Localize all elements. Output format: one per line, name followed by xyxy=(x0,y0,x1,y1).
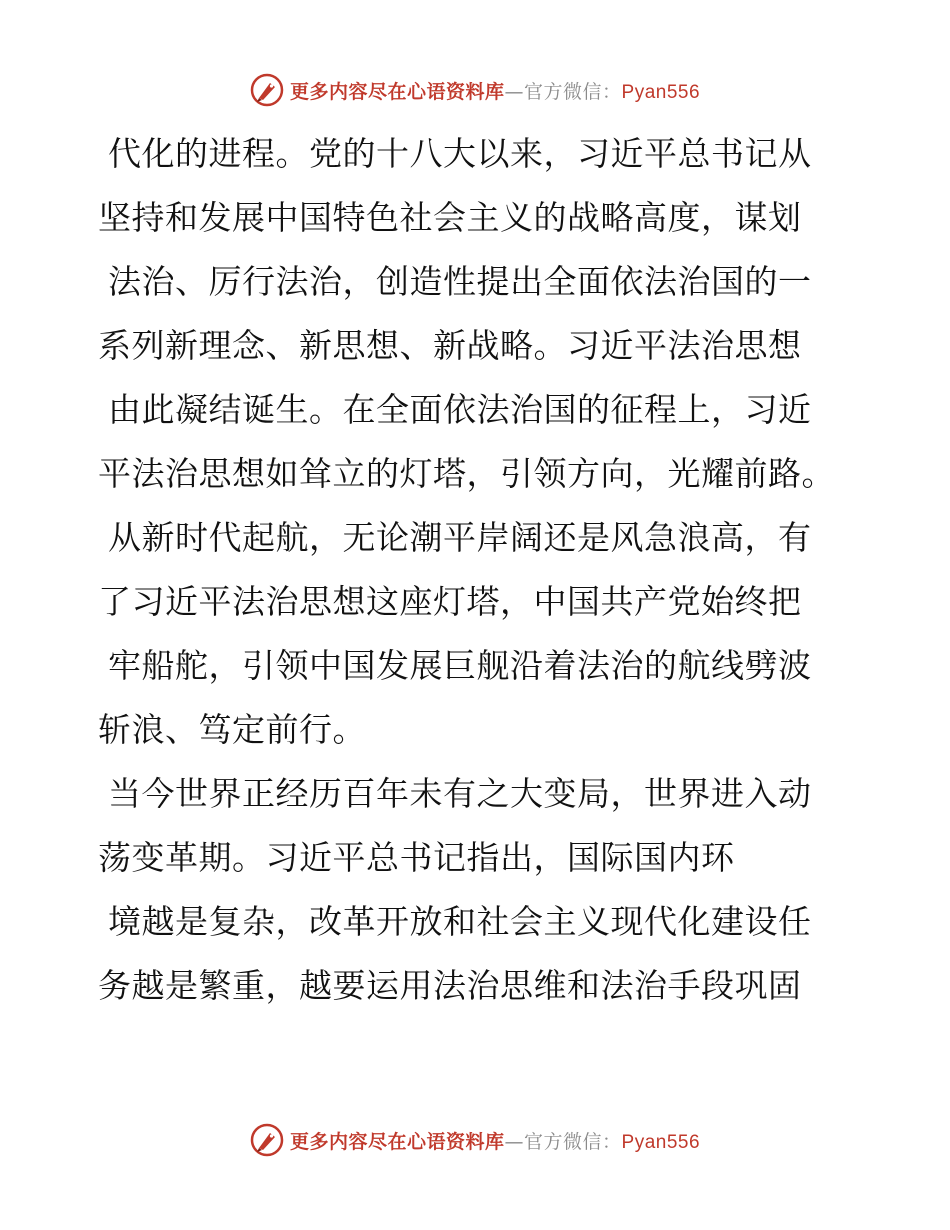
text-line-1: 代化的进程。党的十八大以来，习近平总书记从 xyxy=(108,134,812,173)
text-line-10: 斩浪、笃定前行。 xyxy=(98,710,366,749)
text-line-3: 法治、厉行法治，创造性提出全面依法治国的一 xyxy=(108,262,812,301)
banner-wechat-id: Pyan556 xyxy=(621,1131,701,1153)
text-line-6: 平法治思想如耸立的灯塔，引领方向，光耀前路。 xyxy=(98,454,835,493)
banner-separator: — xyxy=(504,1130,524,1153)
text-line-11: 当今世界正经历百年未有之大变局，世界进入动 xyxy=(108,774,812,813)
text-line-4: 系列新理念、新思想、新战略。习近平法治思想 xyxy=(98,326,802,365)
text-line-5: 由此凝结诞生。在全面依法治国的征程上，习近 xyxy=(108,390,812,429)
text-line-9: 牢船舵，引领中国发展巨舰沿着法治的航线劈波 xyxy=(108,646,812,685)
banner-separator: — xyxy=(504,80,524,103)
pen-nib-logo-icon xyxy=(250,73,284,107)
banner-wechat-id: Pyan556 xyxy=(621,81,701,103)
banner-content xyxy=(250,1123,700,1157)
banner-wechat-label: 官方微信 xyxy=(523,80,602,103)
text-line-13: 境越是复杂，改革开放和社会主义现代化建设任 xyxy=(108,902,812,941)
pen-nib-logo-icon xyxy=(250,1123,284,1157)
banner-colon: ： xyxy=(602,1130,622,1153)
text-line-7: 从新时代起航，无论潮平岸阔还是风急浪高，有 xyxy=(108,518,812,557)
document-body xyxy=(98,122,838,1018)
header-watermark-banner xyxy=(0,70,950,110)
text-line-14: 务越是繁重，越要运用法治思维和法治手段巩固 xyxy=(98,966,802,1005)
banner-main-text: 更多内容尽在心语资料库 xyxy=(289,80,505,103)
banner-main-text: 更多内容尽在心语资料库 xyxy=(289,1130,505,1153)
banner-content xyxy=(250,73,700,107)
banner-colon: ： xyxy=(602,80,622,103)
banner-text xyxy=(290,77,700,104)
text-line-2: 坚持和发展中国特色社会主义的战略高度，谋划 xyxy=(98,198,802,237)
footer-watermark-banner xyxy=(0,1120,950,1160)
text-line-12: 荡变革期。习近平总书记指出，国际国内环 xyxy=(98,838,735,877)
banner-wechat-label: 官方微信 xyxy=(523,1130,602,1153)
banner-text xyxy=(290,1127,700,1154)
text-line-8: 了习近平法治思想这座灯塔，中国共产党始终把 xyxy=(98,582,802,621)
